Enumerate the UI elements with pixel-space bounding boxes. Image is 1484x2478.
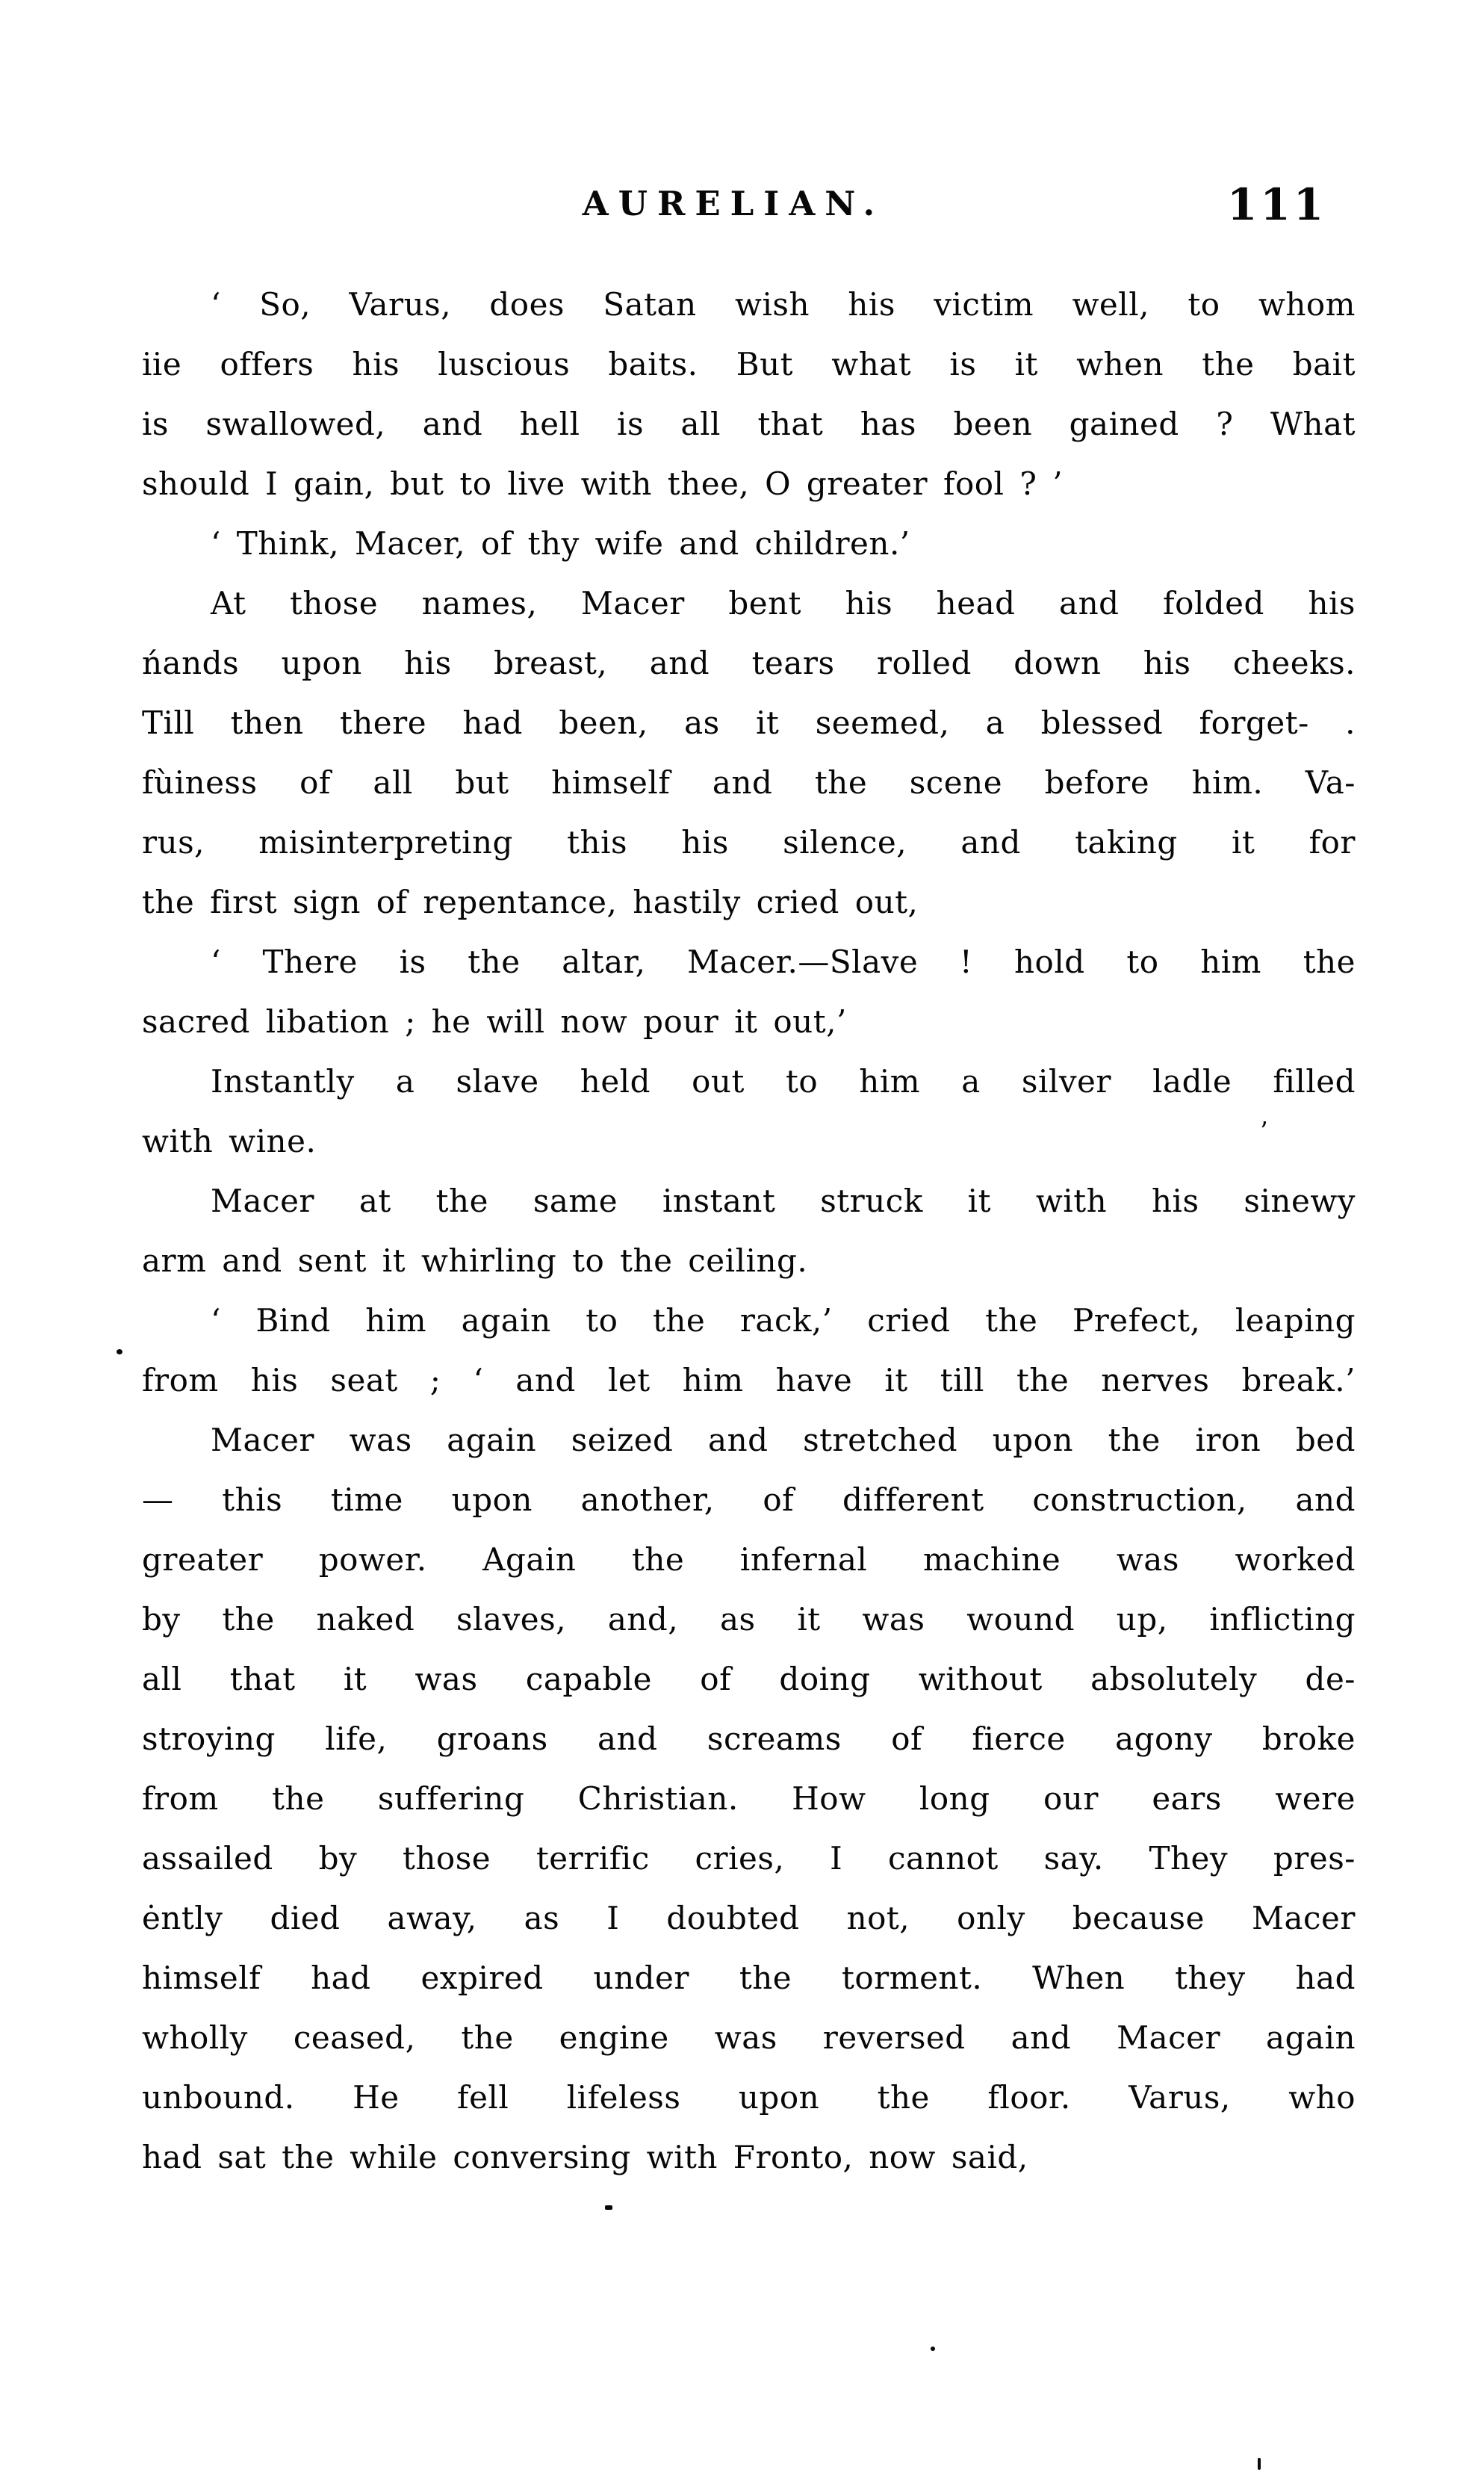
text-line: should I gain, but to live with thee, O greater fool ? ’ [142, 465, 1064, 502]
text-line: assailed by those terrific cries, I cannot say. They pres- [142, 1840, 1356, 1877]
text-line: ‘ There is the altar, Macer.—Slave ! hold to him the [211, 944, 1356, 980]
text-line: Instantly a slave held out to him a silver ladle filled [211, 1063, 1356, 1100]
text-line: wholly ceased, the engine was reversed and Macer again [142, 2019, 1356, 2056]
text-line: stroying life, groans and screams of fierce agony broke [142, 1720, 1356, 1757]
page-text [142, 275, 1356, 2187]
text-line: rus, misinterpreting this his silence, and taking it for [142, 824, 1356, 861]
text-line: ėntly died away, as I doubted not, only because Macer [142, 1900, 1356, 1936]
text-line: Till then there had been, as it seemed, a blessed forget- . [142, 704, 1356, 741]
text-line: sacred libation ; he will now pour it out,’ [142, 1003, 847, 1040]
text-line: greater power. Again the infernal machine was worked [142, 1541, 1356, 1578]
text-line: Macer was again seized and stretched upon the iron bed [211, 1422, 1356, 1458]
text-line: Macer at the same instant struck it with his sinewy [211, 1183, 1356, 1219]
ink-speck: ʼ [1259, 1117, 1267, 1147]
running-header-title: AURELIAN. [582, 184, 885, 223]
text-line: ‘ Bind him again to the rack,’ cried the Prefect, leaping [211, 1302, 1356, 1339]
text-line: all that it was capable of doing without absolutely de- [142, 1661, 1356, 1697]
text-line: ‘ Think, Macer, of thy wife and children.’ [211, 525, 910, 562]
ink-speck [605, 2205, 612, 2210]
ink-speck [117, 1349, 122, 1354]
text-line: ‘ So, Varus, does Satan wish his victim well, to whom [211, 286, 1356, 323]
text-line: by the naked slaves, and, as it was wound up, inflicting [142, 1601, 1356, 1638]
text-line: iie offers his luscious baits. But what is it when the bait [142, 346, 1356, 382]
text-line: from the suffering Christian. How long our ears were [142, 1780, 1356, 1817]
ink-speck [1258, 2458, 1261, 2470]
text-line: had sat the while conversing with Fronto, now said, [142, 2139, 1028, 2175]
page-number: 111 [1227, 179, 1327, 230]
text-line: — this time upon another, of different construction, and [142, 1481, 1356, 1518]
text-line: himself had expired under the torment. When they had [142, 1960, 1356, 1996]
text-line: fùiness of all but himself and the scene before him. Va- [142, 764, 1356, 801]
text-line: unbound. He fell lifeless upon the floor. Varus, who [142, 2079, 1356, 2116]
text-line: from his seat ; ‘ and let him have it till the nerves break.’ [142, 1362, 1356, 1398]
text-line: At those names, Macer bent his head and folded his [211, 585, 1356, 622]
text-line: with wine. [142, 1123, 317, 1159]
ink-speck [931, 2347, 935, 2351]
text-line: is swallowed, and hell is all that has been gained ? What [142, 406, 1356, 442]
text-line: the first sign of repentance, hastily cried out, [142, 884, 919, 920]
text-line: arm and sent it whirling to the ceiling. [142, 1242, 808, 1279]
text-line: ńands upon his breast, and tears rolled down his cheeks. [142, 645, 1356, 681]
